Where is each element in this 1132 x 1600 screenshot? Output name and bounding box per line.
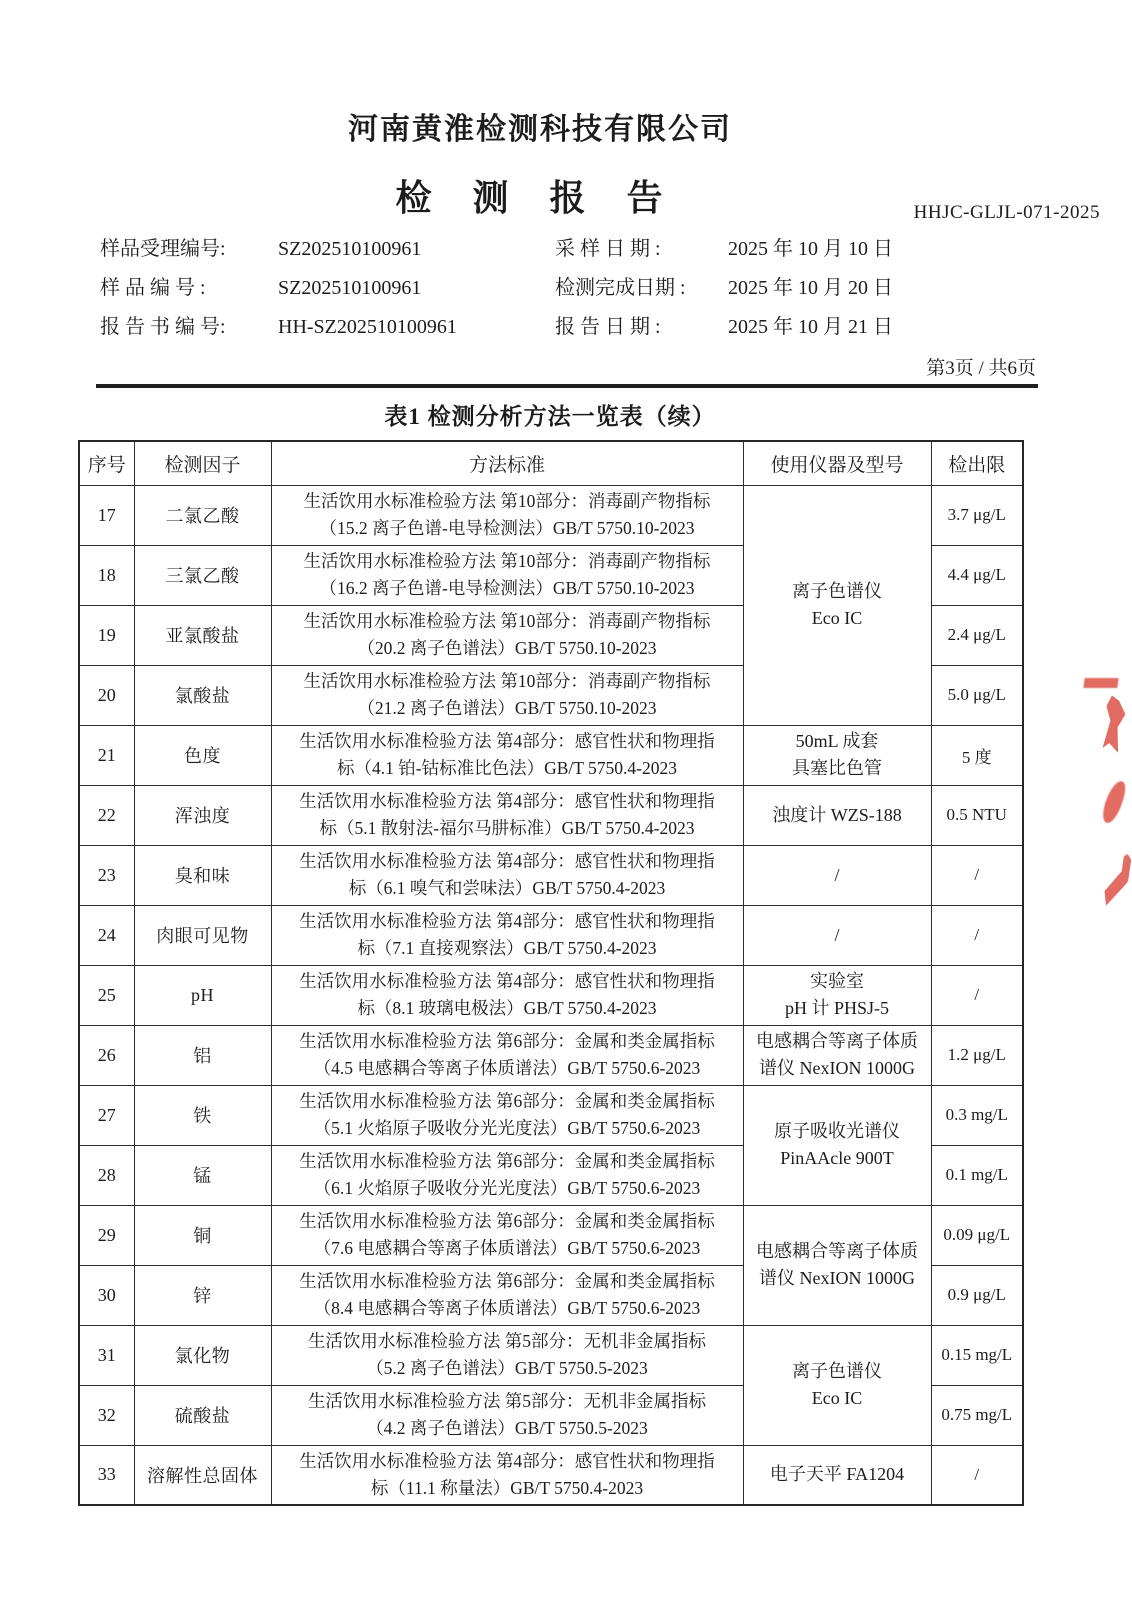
cell-test-factor: 铝 <box>134 1025 271 1085</box>
cell-instrument: 离子色谱仪 Eco IC <box>743 485 931 725</box>
cell-detection-limit: 4.4 μg/L <box>931 545 1023 605</box>
cell-detection-limit: 0.09 μg/L <box>931 1205 1023 1265</box>
cell-test-factor: 氯酸盐 <box>134 665 271 725</box>
cell-detection-limit: 0.75 mg/L <box>931 1385 1023 1445</box>
sample-no-value: SZ202510100961 <box>278 277 422 299</box>
sample-acceptance-no-value: SZ202510100961 <box>278 238 422 260</box>
cell-instrument: 原子吸收光谱仪 PinAAcle 900T <box>743 1085 931 1205</box>
cell-detection-limit: 0.9 μg/L <box>931 1265 1023 1325</box>
sample-acceptance-no-label: 样品受理编号: <box>100 238 226 260</box>
cell-detection-limit: / <box>931 905 1023 965</box>
cell-test-factor: 溶解性总固体 <box>134 1445 271 1505</box>
cell-serial-number: 21 <box>79 725 134 785</box>
header-test-factor: 检测因子 <box>134 441 271 485</box>
table-row <box>79 1025 1023 1085</box>
methods-table <box>78 440 1024 1506</box>
stamp-ink-mark <box>1083 678 1118 688</box>
cell-method-standard: 生活饮用水标准检验方法 第10部分：消毒副产物指标 （21.2 离子色谱法）GB/T 5750.10-2023 <box>271 665 743 725</box>
cell-method-standard: 生活饮用水标准检验方法 第4部分：感官性状和物理指 标（4.1 铂-钴标准比色法）GB/T 5750.4-2023 <box>271 725 743 785</box>
cell-method-standard: 生活饮用水标准检验方法 第6部分：金属和类金属指标 （4.5 电感耦合等离子体质谱法）GB/T 5750.6-2023 <box>271 1025 743 1085</box>
cell-test-factor: 铜 <box>134 1205 271 1265</box>
cell-test-factor: 锰 <box>134 1145 271 1205</box>
field-row <box>100 236 1022 262</box>
cell-instrument: 电子天平 FA1204 <box>743 1445 931 1505</box>
divider-rule <box>96 384 1038 388</box>
cell-method-standard: 生活饮用水标准检验方法 第10部分：消毒副产物指标 （15.2 离子色谱-电导检测法）GB/T 5750.10-2023 <box>271 485 743 545</box>
header-detection-limit: 检出限 <box>931 441 1023 485</box>
cell-method-standard: 生活饮用水标准检验方法 第10部分：消毒副产物指标 （20.2 离子色谱法）GB/T 5750.10-2023 <box>271 605 743 665</box>
stamp-ink-mark <box>1100 779 1129 826</box>
report-no-value: HH-SZ202510100961 <box>278 316 457 338</box>
table-row <box>79 905 1023 965</box>
cell-method-standard: 生活饮用水标准检验方法 第4部分：感官性状和物理指 标（11.1 称量法）GB/T 5750.4-2023 <box>271 1445 743 1505</box>
cell-detection-limit: / <box>931 845 1023 905</box>
cell-serial-number: 20 <box>79 665 134 725</box>
stamp-ink-mark <box>1100 695 1128 753</box>
report-title: 检 测 报 告 <box>395 178 679 218</box>
cell-detection-limit: 3.7 μg/L <box>931 485 1023 545</box>
cell-test-factor: 氯化物 <box>134 1325 271 1385</box>
stamp-fragment <box>1074 672 1132 912</box>
sampling-date-value: 2025 年 10 月 10 日 <box>728 238 893 260</box>
cell-instrument: 电感耦合等离子体质 谱仪 NexION 1000G <box>743 1205 931 1325</box>
header-fields <box>100 236 1022 340</box>
table-row <box>79 965 1023 1025</box>
cell-serial-number: 18 <box>79 545 134 605</box>
cell-instrument: 50mL 成套 具塞比色管 <box>743 725 931 785</box>
completion-date-value: 2025 年 10 月 20 日 <box>728 277 893 299</box>
cell-test-factor: 硫酸盐 <box>134 1385 271 1445</box>
field-row <box>100 275 1022 301</box>
cell-method-standard: 生活饮用水标准检验方法 第4部分：感官性状和物理指 标（8.1 玻璃电极法）GB/T 5750.4-2023 <box>271 965 743 1025</box>
header-method-standard: 方法标准 <box>271 441 743 485</box>
cell-instrument: / <box>743 845 931 905</box>
cell-test-factor: 浑浊度 <box>134 785 271 845</box>
cell-serial-number: 29 <box>79 1205 134 1265</box>
table-row <box>79 845 1023 905</box>
cell-serial-number: 26 <box>79 1025 134 1085</box>
cell-serial-number: 22 <box>79 785 134 845</box>
cell-serial-number: 27 <box>79 1085 134 1145</box>
cell-test-factor: 三氯乙酸 <box>134 545 271 605</box>
cell-serial-number: 17 <box>79 485 134 545</box>
cell-method-standard: 生活饮用水标准检验方法 第5部分：无机非金属指标 （4.2 离子色谱法）GB/T 5750.5-2023 <box>271 1385 743 1445</box>
cell-serial-number: 24 <box>79 905 134 965</box>
cell-instrument: / <box>743 905 931 965</box>
cell-method-standard: 生活饮用水标准检验方法 第6部分：金属和类金属指标 （8.4 电感耦合等离子体质谱法）GB/T 5750.6-2023 <box>271 1265 743 1325</box>
cell-detection-limit: 0.1 mg/L <box>931 1145 1023 1205</box>
field-row <box>100 314 1022 340</box>
cell-detection-limit: 0.3 mg/L <box>931 1085 1023 1145</box>
table-title: 表1 检测分析方法一览表（续） <box>384 404 716 429</box>
table-row <box>79 1325 1023 1385</box>
report-no-label: 报 告 书 编 号: <box>100 316 226 338</box>
report-date-value: 2025 年 10 月 21 日 <box>728 316 893 338</box>
cell-test-factor: 亚氯酸盐 <box>134 605 271 665</box>
cell-method-standard: 生活饮用水标准检验方法 第4部分：感官性状和物理指 标（5.1 散射法-福尔马肼标准）GB/T 5750.4-2023 <box>271 785 743 845</box>
cell-serial-number: 19 <box>79 605 134 665</box>
completion-date-label: 检测完成日期 : <box>555 277 686 299</box>
cell-serial-number: 25 <box>79 965 134 1025</box>
cell-detection-limit: 0.5 NTU <box>931 785 1023 845</box>
report-code: HHJC-GLJL-071-2025 <box>913 202 1100 223</box>
cell-serial-number: 28 <box>79 1145 134 1205</box>
cell-detection-limit: 5 度 <box>931 725 1023 785</box>
header-instrument: 使用仪器及型号 <box>743 441 931 485</box>
sample-no-label: 样 品 编 号 : <box>100 277 206 299</box>
sampling-date-label: 采 样 日 期 : <box>555 238 661 260</box>
cell-instrument: 电感耦合等离子体质 谱仪 NexION 1000G <box>743 1025 931 1085</box>
company-name: 河南黄淮检测科技有限公司 <box>348 113 732 146</box>
cell-test-factor: 铁 <box>134 1085 271 1145</box>
cell-serial-number: 33 <box>79 1445 134 1505</box>
table-header-row <box>79 441 1023 485</box>
cell-serial-number: 32 <box>79 1385 134 1445</box>
cell-test-factor: 二氯乙酸 <box>134 485 271 545</box>
cell-detection-limit: 5.0 μg/L <box>931 665 1023 725</box>
cell-instrument: 实验室 pH 计 PHSJ-5 <box>743 965 931 1025</box>
cell-test-factor: 臭和味 <box>134 845 271 905</box>
table-row <box>79 1085 1023 1145</box>
table-row <box>79 785 1023 845</box>
cell-test-factor: 色度 <box>134 725 271 785</box>
cell-serial-number: 30 <box>79 1265 134 1325</box>
cell-method-standard: 生活饮用水标准检验方法 第6部分：金属和类金属指标 （5.1 火焰原子吸收分光光度法）GB/T 5750.6-2023 <box>271 1085 743 1145</box>
stamp-ink-mark <box>1094 849 1132 909</box>
cell-detection-limit: / <box>931 965 1023 1025</box>
cell-method-standard: 生活饮用水标准检验方法 第5部分：无机非金属指标 （5.2 离子色谱法）GB/T 5750.5-2023 <box>271 1325 743 1385</box>
cell-detection-limit: 1.2 μg/L <box>931 1025 1023 1085</box>
cell-method-standard: 生活饮用水标准检验方法 第10部分：消毒副产物指标 （16.2 离子色谱-电导检测法）GB/T 5750.10-2023 <box>271 545 743 605</box>
page-number: 第3页 / 共6页 <box>926 358 1036 379</box>
cell-serial-number: 31 <box>79 1325 134 1385</box>
report-date-label: 报 告 日 期 : <box>555 316 661 338</box>
cell-instrument: 浊度计 WZS-188 <box>743 785 931 845</box>
cell-detection-limit: 2.4 μg/L <box>931 605 1023 665</box>
table-row <box>79 485 1023 545</box>
cell-method-standard: 生活饮用水标准检验方法 第6部分：金属和类金属指标 （6.1 火焰原子吸收分光光度法）GB/T 5750.6-2023 <box>271 1145 743 1205</box>
cell-detection-limit: / <box>931 1445 1023 1505</box>
cell-method-standard: 生活饮用水标准检验方法 第4部分：感官性状和物理指 标（7.1 直接观察法）GB/T 5750.4-2023 <box>271 905 743 965</box>
cell-test-factor: 锌 <box>134 1265 271 1325</box>
cell-test-factor: 肉眼可见物 <box>134 905 271 965</box>
table-row <box>79 1445 1023 1505</box>
table-body <box>79 485 1023 1505</box>
cell-method-standard: 生活饮用水标准检验方法 第6部分：金属和类金属指标 （7.6 电感耦合等离子体质谱法）GB/T 5750.6-2023 <box>271 1205 743 1265</box>
cell-test-factor: pH <box>134 965 271 1025</box>
cell-method-standard: 生活饮用水标准检验方法 第4部分：感官性状和物理指 标（6.1 嗅气和尝味法）GB/T 5750.4-2023 <box>271 845 743 905</box>
cell-serial-number: 23 <box>79 845 134 905</box>
header-serial-number: 序号 <box>79 441 134 485</box>
cell-detection-limit: 0.15 mg/L <box>931 1325 1023 1385</box>
cell-instrument: 离子色谱仪 Eco IC <box>743 1325 931 1445</box>
table-row <box>79 725 1023 785</box>
report-title-row <box>78 170 1100 223</box>
table-row <box>79 1205 1023 1265</box>
